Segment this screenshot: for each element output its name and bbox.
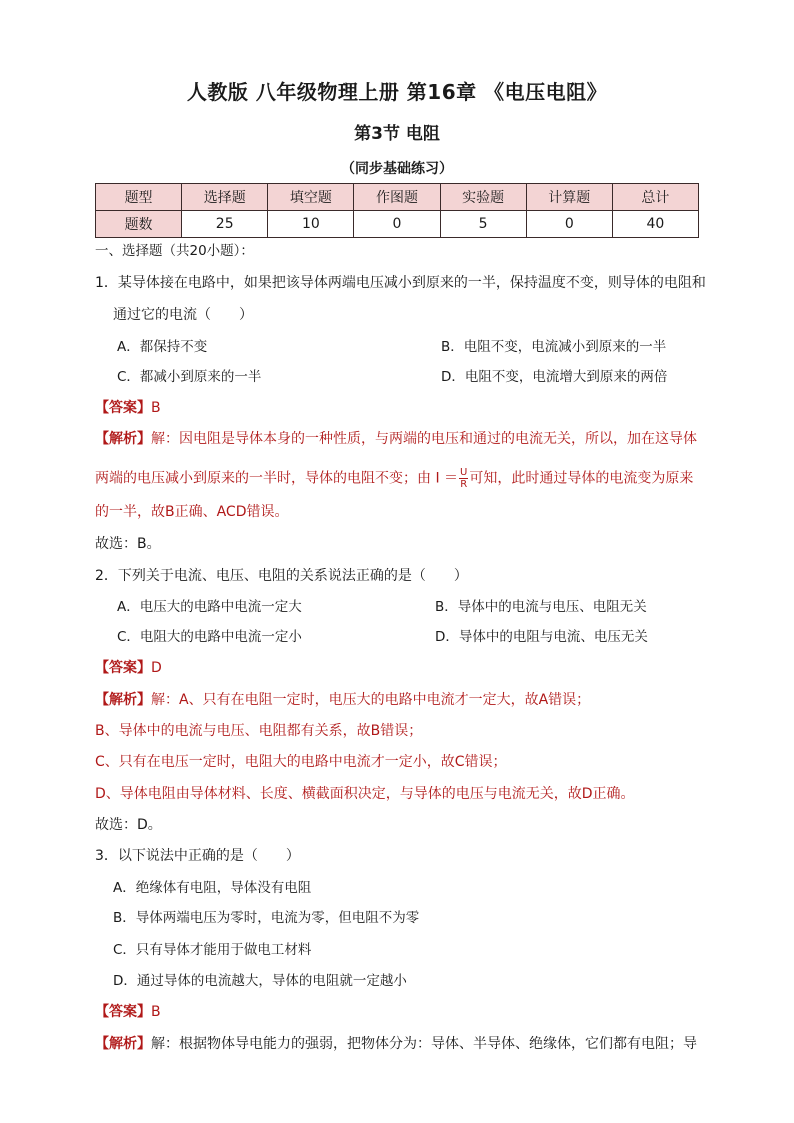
q2-stem: 2．下列关于电流、电压、电阻的关系说法正确的是（ ） [95, 568, 468, 584]
analysis-text: 解：根据物体导电能力的强弱，把物体分为：导体、半导体、绝缘体，它们都有电阻；导 [151, 1036, 697, 1052]
q2-answer [95, 658, 162, 678]
answer-value: B [151, 400, 161, 416]
q3-option-d: D．通过导体的电流越大，导体的电阻就一定越小 [113, 973, 407, 989]
summary-data-cell: 40 [612, 211, 698, 238]
q2-option-c: C．电阻大的电路中电流一定小 [117, 629, 302, 645]
q3-analysis-line1 [95, 1034, 697, 1054]
q1-option-a: A．都保持不变 [117, 339, 208, 355]
q3-option-a: A．绝缘体有电阻，导体没有电阻 [113, 880, 312, 896]
q2-analysis-line3: C、只有在电压一定时，电阻大的电路中电流才一定小，故C错误； [95, 754, 507, 770]
question-summary-table [95, 183, 699, 238]
summary-header-cell: 选择题 [182, 184, 268, 211]
summary-header-cell: 计算题 [526, 184, 612, 211]
q1-option-b: B．电阻不变，电流减小到原来的一半 [441, 339, 667, 355]
q1-analysis-line3: 的一半，故B正确、ACD错误。 [95, 504, 289, 520]
summary-data-cell: 0 [526, 211, 612, 238]
summary-header-cell: 实验题 [440, 184, 526, 211]
q2-analysis-line4: D、导体电阻由导体材料、长度、横截面积决定，与导体的电压与电流无关，故D正确。 [95, 786, 635, 802]
q1-stem-line2: 通过它的电流（ ） [113, 307, 253, 323]
analysis-label: 【解析】 [95, 692, 151, 708]
q1-answer [95, 398, 161, 418]
q1-conclusion: 故选：B。 [95, 536, 161, 552]
summary-header-cell: 作图题 [354, 184, 440, 211]
q2-analysis-line2: B、导体中的电流与电压、电阻都有关系，故B错误； [95, 723, 423, 739]
q3-option-b: B．导体两端电压为零时，电流为零，但电阻不为零 [113, 910, 420, 926]
q1-option-c: C．都减小到原来的一半 [117, 369, 262, 385]
q1-option-d: D．电阻不变，电流增大到原来的两倍 [441, 369, 668, 385]
section-title: 第3节 电阻 [354, 124, 440, 144]
summary-data-cell: 5 [440, 211, 526, 238]
summary-data-cell: 0 [354, 211, 440, 238]
analysis-label: 【解析】 [95, 431, 151, 447]
summary-header-cell: 题型 [96, 184, 182, 211]
q1-analysis-line1 [95, 429, 697, 449]
q1-stem-line1: 1．某导体接在电路中，如果把该导体两端电压减小到原来的一半，保持温度不变，则导体的电阻和 [95, 275, 706, 291]
answer-label: 【答案】 [95, 400, 151, 416]
analysis-text: 可知，此时通过导体的电流变为原来 [469, 470, 694, 487]
analysis-text: 两端的电压减小到原来的一半时，导体的电阻不变；由 I ＝ [95, 470, 459, 487]
q1-analysis-line2 [95, 467, 693, 490]
summary-data-row [96, 211, 699, 238]
summary-data-cell: 题数 [96, 211, 182, 238]
answer-value: D [151, 660, 162, 676]
summary-data-cell: 10 [268, 211, 354, 238]
analysis-label: 【解析】 [95, 1036, 151, 1052]
summary-data-cell: 25 [182, 211, 268, 238]
document-title: 人教版 八年级物理上册 第16章 《电压电阻》 [186, 80, 608, 104]
q2-option-a: A．电压大的电路中电流一定大 [117, 599, 302, 615]
summary-header-cell: 填空题 [268, 184, 354, 211]
fraction-denominator: R [460, 479, 468, 490]
analysis-text: 解：A、只有在电阻一定时，电压大的电路中电流才一定大，故A错误； [151, 692, 591, 708]
q2-option-b: B．导体中的电流与电压、电阻无关 [435, 599, 647, 615]
summary-header-cell: 总计 [612, 184, 698, 211]
q3-option-c: C．只有导体才能用于做电工材料 [113, 942, 312, 958]
summary-header-row [96, 184, 699, 211]
q2-option-d: D．导体中的电阻与电流、电压无关 [435, 629, 648, 645]
fraction-numerator: U [460, 467, 468, 478]
practice-type-label: （同步基础练习） [341, 161, 453, 177]
answer-label: 【答案】 [95, 1004, 151, 1020]
answer-value: B [151, 1004, 161, 1020]
q2-analysis-line1 [95, 690, 590, 710]
section-heading: 一、选择题（共20小题）： [95, 243, 254, 259]
ohms-law-fraction [459, 467, 468, 490]
q3-stem: 3．以下说法中正确的是（ ） [95, 848, 300, 864]
analysis-text: 解：因电阻是导体本身的一种性质，与两端的电压和通过的电流无关，所以，加在这导体 [151, 431, 697, 447]
q2-conclusion: 故选：D。 [95, 817, 162, 833]
q3-answer [95, 1002, 161, 1022]
answer-label: 【答案】 [95, 660, 151, 676]
